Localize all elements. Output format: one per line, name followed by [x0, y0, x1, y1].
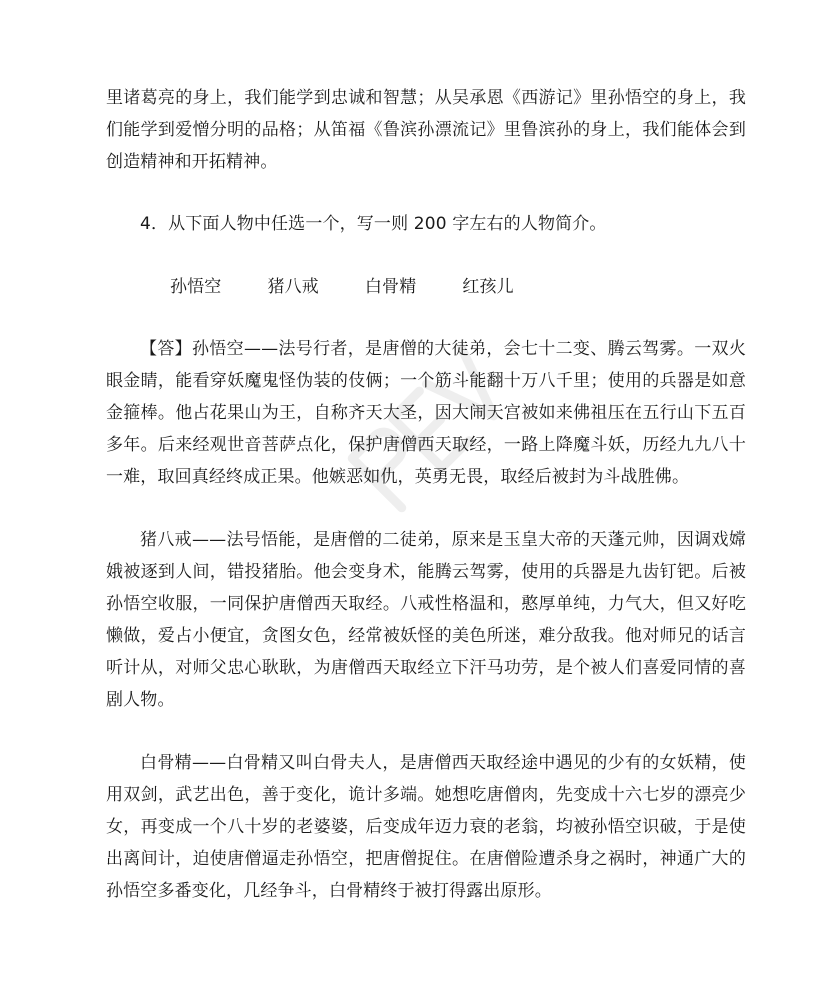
question-4: 4．从下面人物中任选一个，写一则 200 字左右的人物简介。: [140, 214, 607, 234]
option-bai-gu-jing: 白骨精: [364, 277, 417, 297]
character-options: [106, 271, 746, 303]
answer-sun-wukong: [106, 333, 746, 493]
paragraph-bai-gu-jing: 白骨精——白骨精又叫白骨夫人，是唐僧西天取经途中遇见的少有的女妖精，使用双剑，武艺出色，善于变化，诡计多端。她想吃唐僧肉，先变成十六七岁的漂亮少女，再变成一个八十岁的老婆婆，后变成年迈力衰的老翁，均被孙悟空识破，于是使出离间计，迫使唐僧逼走孙悟空，把唐僧捉住。在唐僧险遭杀身之祸时，神通广大的孙悟空多番变化，几经争斗，白骨精终于被打得露出原形。: [106, 753, 746, 901]
option-zhu-bajie: 猪八戒: [267, 277, 319, 297]
continuation-paragraph: 里诸葛亮的身上，我们能学到忠诚和智慧；从吴承恩《西游记》里孙悟空的身上，我们能学到爱憎分明的品格；从笛福《鲁滨孙漂流记》里鲁滨孙的身上，我们能体会到创造精神和开拓精神。: [106, 88, 746, 172]
option-hong-hai-er: 红孩儿: [462, 277, 514, 297]
document-body: [106, 82, 746, 938]
answer-tag: 【答】: [140, 339, 192, 359]
option-sun-wukong: 孙悟空: [170, 277, 222, 297]
paragraph-zhu-bajie: 猪八戒——法号悟能，是唐僧的二徒弟，原来是玉皇大帝的天蓬元帅，因调戏嫦娥被逐到人间，错投猪胎。他会变身术，能腾云驾雾，使用的兵器是九齿钉钯。后被孙悟空收服，一同保护唐僧西天取经。八戒性格温和，憨厚单纯，力气大，但又好吃懒做，爱占小便宜，贪图女色，经常被妖怪的美色所迷，难分敌我。他对师兄的话言听计从，对师父忠心耿耿，为唐僧西天取经立下汗马功劳，是个被人们喜爱同情的喜剧人物。: [106, 530, 746, 710]
answer-sun-wukong-text: 孙悟空——法号行者，是唐僧的大徒弟，会七十二变、腾云驾雾。一双火眼金睛，能看穿妖魔鬼怪伪装的伎俩；一个筋斗能翻十万八千里；使用的兵器是如意金箍棒。他占花果山为王，自称齐天大圣，因大闹天宫被如来佛祖压在五行山下五百多年。后来经观世音菩萨点化，保护唐僧西天取经，一路上降魔斗妖，历经九九八十一难，取回真经终成正果。他嫉恶如仇，英勇无畏，取经后被封为斗战胜佛。: [106, 339, 746, 487]
